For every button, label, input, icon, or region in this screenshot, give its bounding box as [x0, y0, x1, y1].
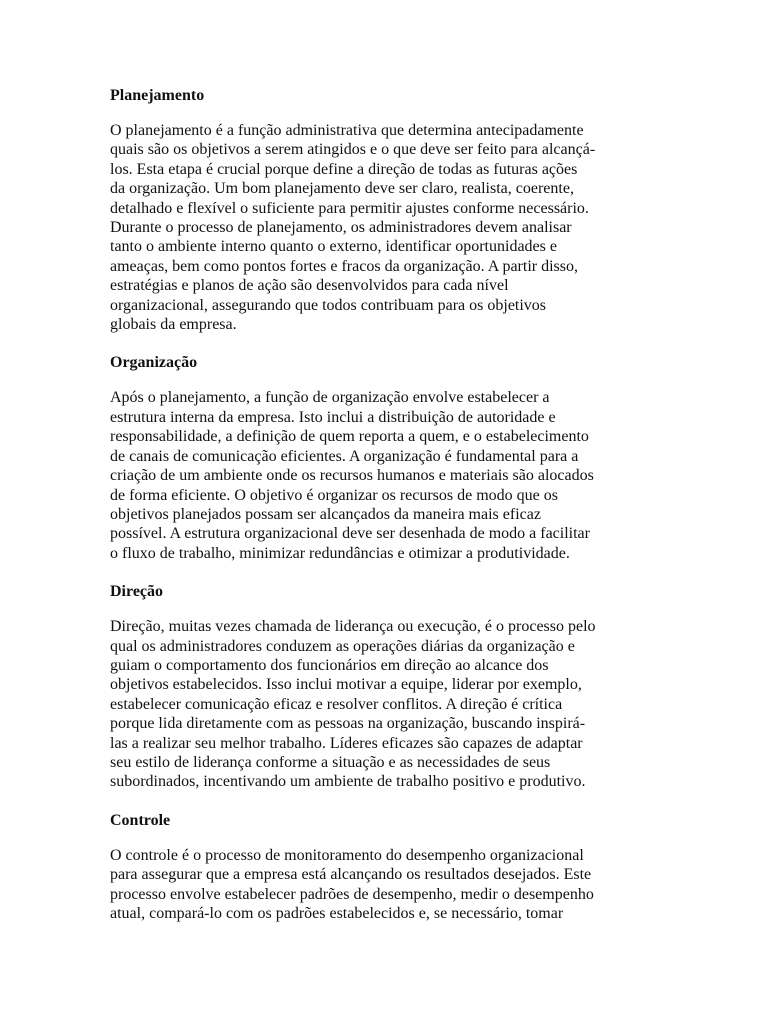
text-line: objetivos planejados possam ser alcançados da maneira mais eficaz	[110, 505, 541, 523]
text-line: las a realizar seu melhor trabalho. Líderes eficazes são capazes de adaptar	[110, 734, 583, 752]
text-line: possível. A estrutura organizacional deve ser desenhada de modo a facilitar	[110, 525, 590, 543]
text-line: porque lida diretamente com as pessoas na organização, buscando inspirá-	[110, 715, 586, 733]
text-line: los. Esta etapa é crucial porque define a direção de todas as futuras ações	[110, 160, 578, 178]
document-body	[110, 86, 662, 923]
section-paragraph	[110, 121, 662, 334]
text-line: guiam o comportamento dos funcionários em direção ao alcance dos	[110, 656, 549, 674]
text-line: qual os administradores conduzem as operações diárias da organização e	[110, 637, 575, 655]
text-line: responsabilidade, a definição de quem reporta a quem, e o estabelecimento	[110, 428, 589, 446]
text-line: estratégias e planos de ação são desenvolvidos para cada nível	[110, 277, 509, 295]
text-line: Após o planejamento, a função de organização envolve estabelecer a	[110, 389, 550, 407]
text-line: o fluxo de trabalho, minimizar redundâncias e otimizar a produtividade.	[110, 544, 570, 562]
document-page	[110, 86, 662, 942]
text-line: organizacional, assegurando que todos contribuam para os objetivos	[110, 296, 547, 314]
text-line: subordinados, incentivando um ambiente de trabalho positivo e produtivo.	[110, 773, 586, 791]
text-line: Durante o processo de planejamento, os administradores devem analisar	[110, 219, 572, 237]
text-line: ameaças, bem como pontos fortes e fracos da organização. A partir disso,	[110, 257, 578, 275]
text-line: processo envolve estabelecer padrões de desempenho, medir o desempenho	[110, 885, 594, 903]
text-line: de forma eficiente. O objetivo é organizar os recursos de modo que os	[110, 486, 558, 504]
section-heading: Controle	[110, 811, 171, 829]
section-paragraph	[110, 388, 662, 563]
text-line: objetivos estabelecidos. Isso inclui motivar a equipe, liderar por exemplo,	[110, 676, 582, 694]
text-line: detalhado e flexível o suficiente para permitir ajustes conforme necessário.	[110, 199, 589, 217]
section-heading: Direção	[110, 583, 164, 601]
section-paragraph	[110, 846, 662, 924]
text-line: estabelecer comunicação eficaz e resolver conflitos. A direção é crítica	[110, 695, 563, 713]
section-heading: Organização	[110, 354, 198, 372]
text-line: de canais de comunicação eficientes. A organização é fundamental para a	[110, 447, 579, 465]
section-paragraph	[110, 617, 662, 792]
text-line: globais da empresa.	[110, 316, 237, 334]
text-line: Direção, muitas vezes chamada de liderança ou execução, é o processo pelo	[110, 618, 596, 636]
text-line: criação de um ambiente onde os recursos humanos e materiais são alocados	[110, 467, 594, 485]
text-line: O controle é o processo de monitoramento do desempenho organizacional	[110, 846, 584, 864]
section-heading: Planejamento	[110, 87, 205, 104]
text-line: tanto o ambiente interno quanto o externo, identificar oportunidades e	[110, 238, 557, 256]
text-line: da organização. Um bom planejamento deve ser claro, realista, coerente,	[110, 180, 574, 198]
text-line: para assegurar que a empresa está alcançando os resultados desejados. Este	[110, 866, 592, 884]
text-line: atual, compará-lo com os padrões estabelecidos e, se necessário, tomar	[110, 905, 564, 922]
text-line: estrutura interna da empresa. Isto inclui a distribuição de autoridade e	[110, 408, 556, 426]
text-line: quais são os objetivos a serem atingidos e o que deve ser feito para alcançá-	[110, 141, 596, 159]
text-line: seu estilo de liderança conforme a situação e as necessidades de seus	[110, 753, 551, 771]
text-line: O planejamento é a função administrativa que determina antecipadamente	[110, 122, 584, 139]
